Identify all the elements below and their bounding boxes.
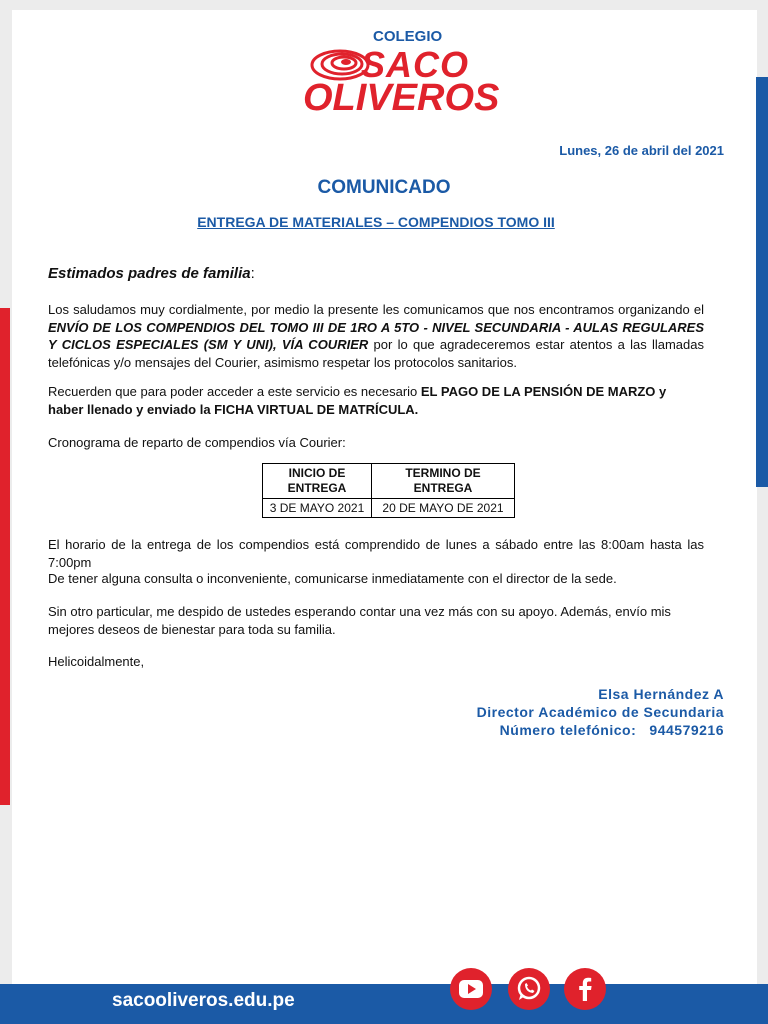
delivery-schedule-table (262, 463, 515, 518)
logo-saco-text: SACO (361, 44, 470, 85)
paragraph-intro-part2: por lo que agradeceremos estar atentos a las llamadas telefónicas y/o mensajes del Courier, asimismo respetar los protocolos sanitarios. (48, 337, 704, 370)
whatsapp-icon[interactable] (508, 968, 550, 1010)
paragraph-hours: El horario de la entrega de los compendios está comprendido de lunes a sábado entre las 8:00am hasta las 7:00pm (48, 537, 704, 570)
paragraph-contact: De tener alguna consulta o inconveniente, comunicarse inmediatamente con el director de la sede. (48, 571, 617, 586)
closing-text: Helicoidalmente, (48, 654, 145, 669)
signature-phone-number: 944579216 (649, 722, 724, 738)
signature-phone-line (500, 722, 724, 738)
schedule-end-date: 20 DE MAYO DE 2021 (372, 499, 515, 518)
document-date: Lunes, 26 de abril del 2021 (559, 143, 724, 158)
facebook-icon[interactable] (564, 968, 606, 1010)
right-blue-accent-bar (756, 77, 768, 487)
logo-colegio-text: COLEGIO (373, 28, 443, 45)
paragraph-intro-part1: Los saludamos muy cordialmente, por medio la presente les comunicamos que nos encontramos organizando el (48, 302, 704, 317)
schedule-row (263, 499, 515, 518)
paragraph-requirements-emphasis: EL PAGO DE LA PENSIÓN DE MARZO y haber llenado y enviado la FICHA VIRTUAL DE MATRÍCULA. (48, 384, 667, 417)
school-logo (303, 22, 500, 122)
signature-name: Elsa Hernández A (598, 686, 724, 702)
document-title: COMUNICADO (317, 177, 451, 198)
paragraph-schedule-intro: Cronograma de reparto de compendios vía Courier: (48, 435, 346, 450)
document-subtitle: ENTREGA DE MATERIALES – COMPENDIOS TOMO III (197, 214, 555, 230)
schedule-header-end: TERMINO DE ENTREGA (372, 464, 515, 499)
left-red-accent-bar (0, 308, 10, 805)
schedule-start-date: 3 DE MAYO 2021 (263, 499, 372, 518)
schedule-header-start: INICIO DE ENTREGA (263, 464, 372, 499)
paragraph-requirements-part1: Recuerden que para poder acceder a este servicio es necesario (48, 384, 421, 399)
salutation-colon: : (250, 265, 255, 282)
paragraph-farewell: Sin otro particular, me despido de ustedes esperando contar una vez más con su apoyo. Además, envío mis mejores deseos de bienestar para toda su familia. (48, 604, 671, 637)
youtube-icon[interactable] (450, 968, 492, 1010)
footer-bar (0, 984, 768, 1024)
paragraph-intro-emphasis: ENVÍO DE LOS COMPENDIOS DEL TOMO III DE 1RO A 5TO - NIVEL SECUNDARIA - AULAS REGULARES Y CICLOS ESPECIALES (SM Y UNI), VÍA COURIER (48, 319, 704, 352)
schedule-header-row (263, 464, 515, 499)
paragraph-requirements (48, 383, 704, 418)
paragraph-intro (48, 301, 704, 371)
salutation (48, 265, 255, 282)
footer-website-link[interactable]: sacooliveros.edu.pe (112, 990, 295, 1011)
logo-oliveros-text: OLIVEROS (303, 77, 500, 119)
signature-phone-label: Número telefónico: (499, 722, 637, 738)
salutation-text: Estimados padres de familia (48, 265, 251, 282)
signature-role: Director Académico de Secundaria (476, 704, 724, 720)
